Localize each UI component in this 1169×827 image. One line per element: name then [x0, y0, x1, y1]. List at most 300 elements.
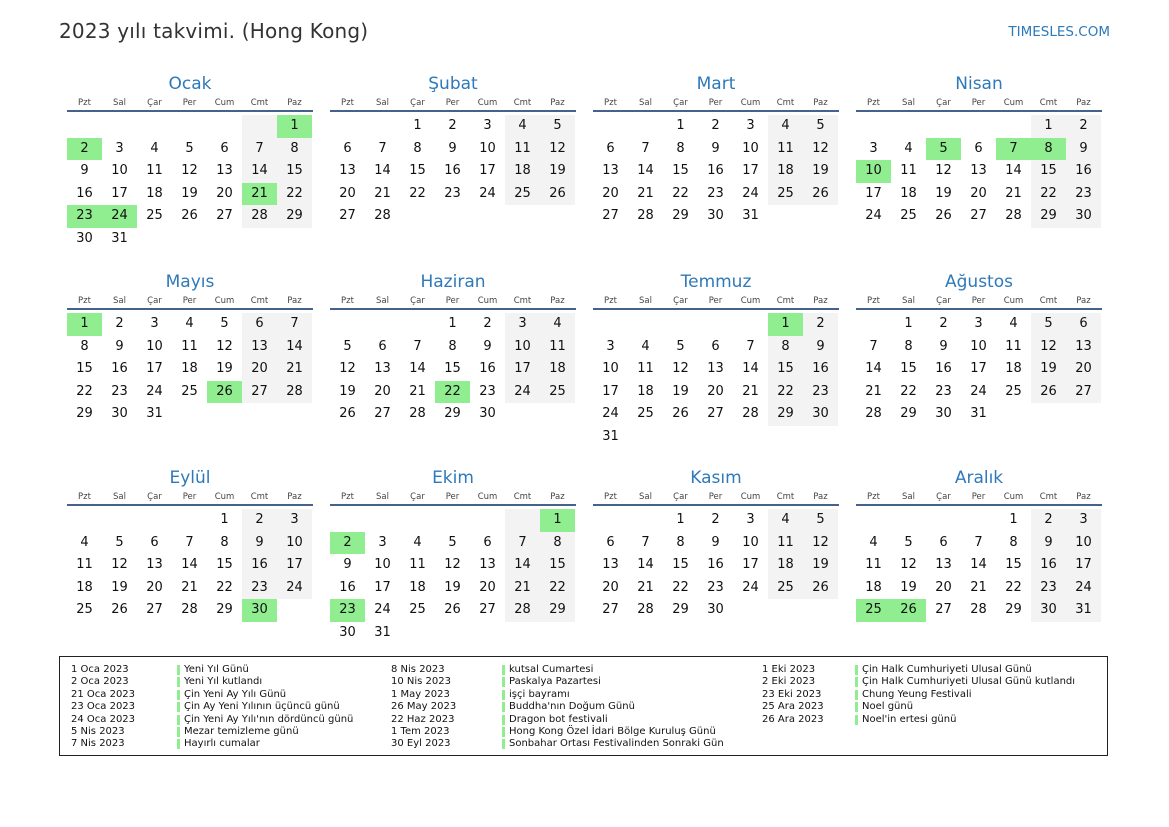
- day-cell: 9: [803, 336, 838, 359]
- day-cell: 24: [602, 406, 619, 421]
- holiday-date: 26 Ara 2023: [762, 713, 824, 725]
- day-cell: 12: [935, 163, 952, 178]
- day-cell: 22: [76, 383, 93, 399]
- day-cell: 24: [970, 383, 987, 399]
- month-name: Mart: [696, 74, 736, 94]
- month-name: Aralık: [954, 468, 1004, 488]
- weekday-label: Cmt: [776, 296, 795, 306]
- day-cell: 18: [637, 383, 654, 399]
- day-cell: 1: [220, 512, 229, 527]
- holiday-date: 1 May 2023: [391, 688, 450, 700]
- day-cell: 8: [676, 534, 685, 550]
- holiday-marker: [502, 739, 505, 749]
- day-cell: 17: [742, 557, 759, 572]
- day-cell: 1: [448, 316, 457, 331]
- day-cell: 3: [505, 313, 540, 336]
- empty-cell: [172, 228, 207, 251]
- day-cell: 22: [768, 381, 803, 404]
- holiday-name: Çin Halk Cumhuriyeti Ulusal Günü kutlandı: [862, 676, 1076, 688]
- empty-cell: [172, 403, 207, 426]
- weekday-label: Per: [445, 98, 460, 108]
- day-cell: 30: [242, 599, 277, 622]
- month-block: [67, 270, 313, 466]
- weekday-label: Pzt: [867, 98, 880, 108]
- day-cell: 6: [220, 140, 229, 156]
- day-cell: 20: [374, 383, 391, 399]
- day-cell: 21: [277, 358, 312, 381]
- day-cell: 19: [181, 185, 198, 201]
- month-block: [67, 72, 313, 270]
- empty-cell: [803, 599, 838, 622]
- day-cell: 20: [216, 185, 233, 201]
- day-cell: 16: [339, 579, 356, 595]
- weekday-label: Per: [708, 492, 723, 502]
- day-cell: 5: [676, 338, 685, 354]
- empty-cell: [400, 509, 435, 532]
- day-cell: 3: [606, 338, 615, 354]
- weekday-header: [67, 490, 313, 506]
- day-grid: [593, 313, 839, 448]
- day-cell: 29: [900, 406, 917, 421]
- empty-cell: [1031, 403, 1066, 426]
- empty-cell: [207, 115, 242, 138]
- day-cell: 17: [111, 185, 128, 201]
- weekday-label: Paz: [287, 492, 302, 502]
- day-cell: 18: [146, 185, 163, 201]
- empty-cell: [102, 115, 137, 138]
- day-cell: 5: [803, 115, 838, 138]
- day-cell: 22: [672, 185, 689, 201]
- day-cell: 15: [409, 163, 426, 178]
- month-name: Nisan: [955, 74, 1003, 94]
- month-block: [593, 72, 839, 270]
- weekday-label: Çar: [410, 492, 425, 502]
- holiday-marker: [177, 702, 180, 712]
- day-cell: 31: [970, 406, 987, 421]
- day-cell: 13: [1066, 336, 1101, 359]
- day-cell: 21: [505, 577, 540, 600]
- day-cell: 26: [181, 208, 198, 223]
- weekday-label: Cmt: [250, 296, 269, 306]
- holiday-name: Hong Kong Özel İdari Bölge Kuruluş Günü: [509, 726, 716, 737]
- day-grid: [330, 115, 576, 228]
- day-cell: 4: [904, 140, 913, 156]
- weekday-label: Pzt: [867, 296, 880, 306]
- empty-cell: [67, 509, 102, 532]
- day-cell: 7: [185, 534, 194, 550]
- day-grid: [67, 509, 313, 622]
- day-cell: 28: [865, 406, 882, 421]
- day-cell: 3: [150, 316, 159, 331]
- month-block: [330, 72, 576, 270]
- day-cell: 23: [935, 383, 952, 399]
- day-cell: 23: [1066, 183, 1101, 206]
- weekday-label: Çar: [673, 492, 688, 502]
- day-cell: 23: [707, 185, 724, 201]
- day-cell: 9: [115, 338, 124, 354]
- day-cell: 17: [865, 185, 882, 201]
- day-cell: 23: [444, 185, 461, 201]
- empty-cell: [330, 509, 365, 532]
- weekday-label: Sal: [376, 492, 389, 502]
- month-block: [856, 270, 1102, 466]
- day-cell: 29: [672, 208, 689, 223]
- weekday-label: Sal: [376, 296, 389, 306]
- holiday-marker: [502, 677, 505, 687]
- day-cell: 12: [111, 557, 128, 572]
- day-cell: 7: [242, 138, 277, 161]
- day-cell: 16: [76, 185, 93, 201]
- empty-cell: [540, 205, 575, 228]
- weekday-label: Per: [182, 492, 197, 502]
- day-cell: 18: [900, 185, 917, 201]
- empty-cell: [67, 115, 102, 138]
- day-cell: 24: [1066, 577, 1101, 600]
- empty-cell: [1066, 403, 1101, 426]
- day-cell: 2: [242, 509, 277, 532]
- day-cell: 9: [1066, 138, 1101, 161]
- empty-cell: [137, 115, 172, 138]
- day-cell: 19: [935, 185, 952, 201]
- day-cell: 25: [768, 577, 803, 600]
- day-cell: 2: [448, 118, 457, 133]
- holiday-name: Buddha'nın Doğum Günü: [509, 701, 635, 713]
- empty-cell: [137, 228, 172, 251]
- day-cell: 15: [672, 557, 689, 572]
- day-cell: 31: [146, 406, 163, 421]
- site-link[interactable]: TIMESLES.COM: [1008, 24, 1110, 40]
- day-cell: 20: [339, 185, 356, 201]
- day-cell: 8: [80, 338, 89, 354]
- day-cell: 20: [146, 579, 163, 595]
- day-cell: 6: [378, 338, 387, 354]
- day-cell: 28: [970, 602, 987, 617]
- day-cell: 28: [505, 599, 540, 622]
- empty-cell: [277, 403, 312, 426]
- day-cell: 7: [277, 313, 312, 336]
- empty-cell: [540, 622, 575, 645]
- month-block: [67, 466, 313, 662]
- holiday-name: Yeni Yıl Günü: [184, 664, 249, 675]
- day-cell: 23: [330, 599, 365, 622]
- day-cell: 18: [181, 361, 198, 376]
- day-cell: 5: [803, 509, 838, 532]
- holiday-name: kutsal Cumartesi: [509, 664, 594, 675]
- month-block: [593, 466, 839, 662]
- weekday-label: Per: [445, 492, 460, 502]
- day-cell: 26: [207, 381, 242, 404]
- weekday-header: [67, 96, 313, 112]
- weekday-label: Sal: [376, 98, 389, 108]
- day-cell: 23: [67, 205, 102, 228]
- day-cell: 24: [146, 383, 163, 399]
- day-cell: 10: [479, 140, 496, 156]
- day-cell: 7: [746, 338, 755, 354]
- weekday-label: Cmt: [1039, 98, 1058, 108]
- weekday-label: Sal: [113, 98, 126, 108]
- day-cell: 6: [974, 140, 983, 156]
- day-cell: 3: [277, 509, 312, 532]
- day-cell: 18: [1005, 361, 1022, 376]
- weekday-header: [330, 96, 576, 112]
- day-cell: 11: [900, 163, 917, 178]
- empty-cell: [961, 509, 996, 532]
- day-cell: 19: [111, 579, 128, 595]
- day-cell: 14: [277, 336, 312, 359]
- day-cell: 9: [242, 532, 277, 555]
- holiday-marker: [855, 702, 858, 712]
- empty-cell: [242, 228, 277, 251]
- day-cell: 4: [540, 313, 575, 336]
- weekday-label: Çar: [410, 296, 425, 306]
- day-cell: 26: [935, 208, 952, 223]
- day-cell: 14: [865, 361, 882, 376]
- holiday-marker: [177, 715, 180, 725]
- holiday-name: Yeni Yıl kutlandı: [184, 676, 263, 688]
- empty-cell: [400, 622, 435, 645]
- day-cell: 24: [102, 205, 137, 228]
- day-cell: 27: [479, 602, 496, 617]
- day-cell: 16: [803, 358, 838, 381]
- holiday-name: Hayırlı cumalar: [184, 738, 260, 750]
- day-cell: 26: [111, 602, 128, 617]
- day-cell: 8: [540, 532, 575, 555]
- day-cell: 24: [374, 602, 391, 617]
- day-cell: 16: [111, 361, 128, 376]
- day-cell: 14: [637, 163, 654, 178]
- day-cell: 18: [505, 160, 540, 183]
- weekday-label: Cum: [740, 492, 761, 502]
- day-cell: 29: [444, 406, 461, 421]
- holiday-marker: [177, 677, 180, 687]
- day-cell: 17: [742, 163, 759, 178]
- day-cell: 14: [1005, 163, 1022, 178]
- day-cell: 20: [602, 185, 619, 201]
- day-cell: 13: [707, 361, 724, 376]
- weekday-label: Cum: [477, 98, 498, 108]
- holiday-name: Noel'in ertesi günü: [862, 713, 957, 725]
- day-cell: 8: [1031, 138, 1066, 161]
- weekday-label: Sal: [902, 98, 915, 108]
- day-cell: 2: [939, 316, 948, 331]
- day-cell: 21: [409, 383, 426, 399]
- weekday-label: Sal: [639, 98, 652, 108]
- day-cell: 20: [602, 579, 619, 595]
- empty-cell: [698, 313, 733, 336]
- day-cell: 9: [711, 140, 720, 156]
- day-cell: 27: [935, 602, 952, 617]
- day-cell: 11: [409, 557, 426, 572]
- day-cell: 30: [339, 624, 356, 640]
- day-cell: 11: [1005, 338, 1022, 354]
- empty-cell: [470, 509, 505, 532]
- holiday-marker: [177, 690, 180, 700]
- weekday-label: Çar: [147, 296, 162, 306]
- holiday-date: 10 Nis 2023: [391, 676, 451, 688]
- day-cell: 18: [409, 579, 426, 595]
- empty-cell: [277, 599, 312, 622]
- holiday-name: Mezar temizleme günü: [184, 726, 299, 737]
- day-cell: 3: [483, 118, 492, 133]
- day-cell: 7: [413, 338, 422, 354]
- holiday-name: Çin Yeni Ay Yılı'nın dördüncü günü: [184, 713, 354, 725]
- day-cell: 20: [970, 185, 987, 201]
- holiday-marker: [502, 690, 505, 700]
- day-cell: 4: [641, 338, 650, 354]
- day-cell: 5: [448, 534, 457, 550]
- day-cell: 7: [641, 534, 650, 550]
- day-cell: 13: [602, 163, 619, 178]
- month-block: [856, 72, 1102, 270]
- month-name: Mayıs: [165, 272, 215, 292]
- day-cell: 10: [146, 338, 163, 354]
- day-cell: 10: [505, 336, 540, 359]
- weekday-label: Pzt: [604, 98, 617, 108]
- day-cell: 9: [448, 140, 457, 156]
- weekday-label: Sal: [639, 296, 652, 306]
- holiday-date: 7 Nis 2023: [71, 738, 125, 750]
- day-cell: 15: [277, 160, 312, 183]
- day-cell: 9: [1031, 532, 1066, 555]
- weekday-label: Çar: [936, 296, 951, 306]
- day-cell: 2: [1066, 115, 1101, 138]
- empty-cell: [172, 115, 207, 138]
- empty-cell: [435, 205, 470, 228]
- day-cell: 23: [1031, 577, 1066, 600]
- day-cell: 6: [1066, 313, 1101, 336]
- day-cell: 19: [1031, 358, 1066, 381]
- day-grid: [856, 509, 1102, 622]
- day-cell: 9: [711, 534, 720, 550]
- day-cell: 27: [602, 208, 619, 223]
- empty-cell: [540, 403, 575, 426]
- empty-cell: [593, 313, 628, 336]
- empty-cell: [400, 205, 435, 228]
- weekday-label: Pzt: [341, 98, 354, 108]
- day-cell: 26: [339, 406, 356, 421]
- day-cell: 25: [1005, 383, 1022, 399]
- empty-cell: [505, 205, 540, 228]
- weekday-label: Paz: [287, 98, 302, 108]
- weekday-label: Cum: [1003, 98, 1024, 108]
- day-cell: 9: [80, 163, 89, 178]
- day-cell: 13: [216, 163, 233, 178]
- calendar-grid: [67, 72, 1102, 662]
- day-cell: 27: [970, 208, 987, 223]
- weekday-label: Cum: [740, 98, 761, 108]
- day-cell: 11: [637, 361, 654, 376]
- day-cell: 6: [711, 338, 720, 354]
- day-cell: 31: [1066, 599, 1101, 622]
- empty-cell: [593, 115, 628, 138]
- day-cell: 11: [505, 138, 540, 161]
- empty-cell: [102, 509, 137, 532]
- day-cell: 17: [505, 358, 540, 381]
- day-cell: 1: [676, 118, 685, 133]
- weekday-label: Çar: [673, 98, 688, 108]
- day-cell: 26: [803, 183, 838, 206]
- day-cell: 15: [76, 361, 93, 376]
- day-grid: [67, 115, 313, 250]
- day-cell: 16: [444, 163, 461, 178]
- day-cell: 30: [707, 602, 724, 617]
- weekday-label: Pzt: [341, 296, 354, 306]
- holiday-date: 24 Oca 2023: [71, 713, 136, 725]
- day-cell: 30: [1066, 205, 1101, 228]
- day-cell: 14: [970, 557, 987, 572]
- day-cell: 21: [742, 383, 759, 399]
- empty-cell: [733, 599, 768, 622]
- day-cell: 18: [865, 579, 882, 595]
- weekday-header: [330, 294, 576, 310]
- weekday-label: Paz: [550, 98, 565, 108]
- day-cell: 13: [339, 163, 356, 178]
- empty-cell: [803, 426, 838, 449]
- day-cell: 26: [672, 406, 689, 421]
- day-cell: 2: [67, 138, 102, 161]
- day-cell: 4: [505, 115, 540, 138]
- empty-cell: [768, 205, 803, 228]
- holiday-date: 26 May 2023: [391, 701, 457, 713]
- day-cell: 30: [76, 230, 93, 246]
- weekday-header: [593, 96, 839, 112]
- weekday-label: Cum: [214, 296, 235, 306]
- day-cell: 12: [444, 557, 461, 572]
- empty-cell: [628, 115, 663, 138]
- weekday-label: Paz: [1076, 492, 1091, 502]
- empty-cell: [698, 426, 733, 449]
- day-cell: 28: [181, 602, 198, 617]
- day-cell: 21: [374, 185, 391, 201]
- weekday-label: Cum: [477, 492, 498, 502]
- holiday-date: 2 Oca 2023: [71, 676, 129, 688]
- day-cell: 4: [413, 534, 422, 550]
- day-cell: 8: [1009, 534, 1018, 550]
- day-cell: 21: [637, 579, 654, 595]
- day-grid: [856, 313, 1102, 426]
- day-cell: 11: [540, 336, 575, 359]
- empty-cell: [663, 313, 698, 336]
- day-cell: 8: [220, 534, 229, 550]
- day-cell: 13: [602, 557, 619, 572]
- day-cell: 13: [935, 557, 952, 572]
- weekday-label: Cum: [1003, 492, 1024, 502]
- day-cell: 15: [540, 554, 575, 577]
- day-cell: 25: [409, 602, 426, 617]
- day-cell: 20: [479, 579, 496, 595]
- day-cell: 22: [409, 185, 426, 201]
- day-cell: 7: [505, 532, 540, 555]
- holiday-name: Dragon bot festivali: [509, 713, 608, 725]
- day-cell: 8: [448, 338, 457, 354]
- day-cell: 13: [242, 336, 277, 359]
- day-cell: 25: [768, 183, 803, 206]
- month-name: Ocak: [168, 74, 212, 94]
- empty-cell: [242, 115, 277, 138]
- holiday-marker: [177, 739, 180, 749]
- day-cell: 23: [111, 383, 128, 399]
- month-block: [593, 270, 839, 466]
- day-cell: 24: [742, 185, 759, 201]
- holiday-marker: [502, 727, 505, 737]
- day-cell: 28: [637, 602, 654, 617]
- day-cell: 2: [711, 118, 720, 133]
- day-cell: 25: [76, 602, 93, 617]
- day-cell: 14: [637, 557, 654, 572]
- day-cell: 1: [676, 512, 685, 527]
- empty-cell: [277, 228, 312, 251]
- weekday-label: Pzt: [604, 492, 617, 502]
